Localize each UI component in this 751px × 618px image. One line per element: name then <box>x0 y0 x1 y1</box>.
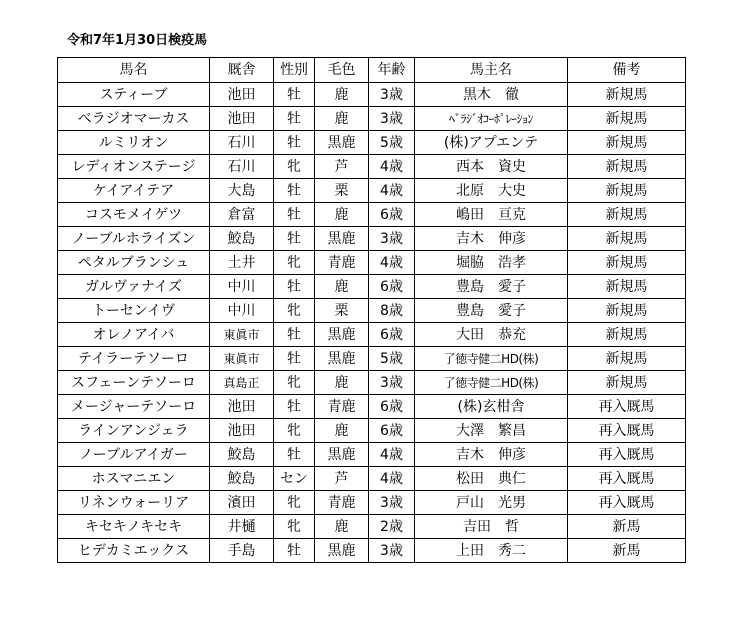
cell-horse-name: ルミリオン <box>58 131 210 155</box>
cell-coat-color: 鹿 <box>315 515 369 539</box>
table-row <box>58 299 686 323</box>
table-row <box>58 275 686 299</box>
cell-owner: 豊島 愛子 <box>415 299 568 323</box>
cell-owner: 西本 資史 <box>415 155 568 179</box>
cell-remarks: 再入厩馬 <box>568 443 686 467</box>
cell-stable: 石川 <box>210 155 274 179</box>
cell-stable: 池田 <box>210 419 274 443</box>
table-row <box>58 539 686 563</box>
cell-coat-color: 芦 <box>315 467 369 491</box>
cell-remarks: 再入厩馬 <box>568 491 686 515</box>
cell-sex: 牝 <box>274 419 315 443</box>
cell-owner: 松田 典仁 <box>415 467 568 491</box>
cell-sex: 牡 <box>274 203 315 227</box>
table-row <box>58 203 686 227</box>
table-row <box>58 419 686 443</box>
table-header-row <box>58 58 686 83</box>
cell-owner: 戸山 光男 <box>415 491 568 515</box>
column-header-age: 年齢 <box>369 58 415 83</box>
cell-sex: 牡 <box>274 443 315 467</box>
cell-sex: 牝 <box>274 491 315 515</box>
cell-stable: 石川 <box>210 131 274 155</box>
cell-sex: 牡 <box>274 179 315 203</box>
column-header-sex: 性別 <box>274 58 315 83</box>
cell-owner: ﾍﾞﾗｼﾞｵｺｰﾎﾟﾚｰｼｮﾝ <box>415 107 568 131</box>
cell-stable: 東眞市 <box>210 323 274 347</box>
cell-remarks: 新規馬 <box>568 371 686 395</box>
table-row <box>58 155 686 179</box>
cell-age: 5歳 <box>369 347 415 371</box>
cell-age: 6歳 <box>369 275 415 299</box>
cell-horse-name: スティーブ <box>58 83 210 107</box>
cell-owner: 吉木 伸彦 <box>415 443 568 467</box>
cell-remarks: 新規馬 <box>568 227 686 251</box>
cell-age: 4歳 <box>369 467 415 491</box>
cell-owner: 北原 大史 <box>415 179 568 203</box>
cell-owner: 吉田 哲 <box>415 515 568 539</box>
cell-sex: 牡 <box>274 275 315 299</box>
cell-remarks: 新規馬 <box>568 323 686 347</box>
table-row <box>58 323 686 347</box>
cell-remarks: 新規馬 <box>568 299 686 323</box>
cell-remarks: 新規馬 <box>568 275 686 299</box>
cell-owner: 了徳寺健二HD(株) <box>415 371 568 395</box>
cell-horse-name: ベラジオマーカス <box>58 107 210 131</box>
cell-owner: 大澤 繁昌 <box>415 419 568 443</box>
cell-owner: (株)アプエンテ <box>415 131 568 155</box>
cell-coat-color: 黒鹿 <box>315 227 369 251</box>
cell-horse-name: ホスマニエン <box>58 467 210 491</box>
cell-owner: 了徳寺健二HD(株) <box>415 347 568 371</box>
cell-stable: 池田 <box>210 395 274 419</box>
cell-owner: 大田 恭充 <box>415 323 568 347</box>
column-header-remarks: 備考 <box>568 58 686 83</box>
cell-stable: 東眞市 <box>210 347 274 371</box>
cell-stable: 井樋 <box>210 515 274 539</box>
cell-age: 4歳 <box>369 443 415 467</box>
cell-horse-name: スフェーンテソーロ <box>58 371 210 395</box>
cell-sex: 牡 <box>274 323 315 347</box>
cell-sex: 牡 <box>274 539 315 563</box>
cell-stable: 大島 <box>210 179 274 203</box>
cell-stable: 中川 <box>210 275 274 299</box>
cell-stable: 鮫島 <box>210 443 274 467</box>
cell-coat-color: 鹿 <box>315 371 369 395</box>
cell-remarks: 再入厩馬 <box>568 467 686 491</box>
cell-owner: 堀脇 浩孝 <box>415 251 568 275</box>
cell-remarks: 新馬 <box>568 515 686 539</box>
column-header-owner: 馬主名 <box>415 58 568 83</box>
cell-age: 3歳 <box>369 491 415 515</box>
cell-coat-color: 黒鹿 <box>315 347 369 371</box>
document-title: 令和7年1月30日検疫馬 <box>67 33 208 48</box>
cell-horse-name: オレノアイバ <box>58 323 210 347</box>
cell-sex: 牝 <box>274 371 315 395</box>
cell-age: 4歳 <box>369 179 415 203</box>
cell-stable: 鮫島 <box>210 467 274 491</box>
cell-age: 3歳 <box>369 107 415 131</box>
cell-horse-name: キセキノキセキ <box>58 515 210 539</box>
table-row <box>58 491 686 515</box>
cell-owner: 上田 秀二 <box>415 539 568 563</box>
cell-age: 5歳 <box>369 131 415 155</box>
cell-sex: 牝 <box>274 251 315 275</box>
cell-horse-name: レディオンステージ <box>58 155 210 179</box>
cell-owner: 嶋田 亘克 <box>415 203 568 227</box>
table-row <box>58 251 686 275</box>
cell-owner: 吉木 伸彦 <box>415 227 568 251</box>
cell-sex: 牝 <box>274 155 315 179</box>
column-header-coat-color: 毛色 <box>315 58 369 83</box>
cell-stable: 倉富 <box>210 203 274 227</box>
cell-coat-color: 鹿 <box>315 203 369 227</box>
cell-age: 2歳 <box>369 515 415 539</box>
cell-horse-name: ノーブルホライズン <box>58 227 210 251</box>
cell-owner: (株)玄柑舎 <box>415 395 568 419</box>
cell-sex: 牡 <box>274 395 315 419</box>
cell-remarks: 新規馬 <box>568 203 686 227</box>
cell-sex: 牡 <box>274 131 315 155</box>
cell-coat-color: 黒鹿 <box>315 539 369 563</box>
cell-stable: 鮫島 <box>210 227 274 251</box>
cell-coat-color: 鹿 <box>315 107 369 131</box>
cell-age: 4歳 <box>369 155 415 179</box>
cell-sex: セン <box>274 467 315 491</box>
table-row <box>58 131 686 155</box>
cell-remarks: 再入厩馬 <box>568 419 686 443</box>
cell-coat-color: 青鹿 <box>315 251 369 275</box>
cell-stable: 池田 <box>210 107 274 131</box>
cell-sex: 牡 <box>274 107 315 131</box>
cell-coat-color: 黒鹿 <box>315 323 369 347</box>
cell-age: 6歳 <box>369 395 415 419</box>
cell-remarks: 新馬 <box>568 539 686 563</box>
cell-remarks: 新規馬 <box>568 179 686 203</box>
cell-coat-color: 栗 <box>315 179 369 203</box>
column-header-stable: 厩舎 <box>210 58 274 83</box>
cell-coat-color: 芦 <box>315 155 369 179</box>
cell-age: 6歳 <box>369 419 415 443</box>
cell-coat-color: 鹿 <box>315 419 369 443</box>
cell-horse-name: リネンウォーリア <box>58 491 210 515</box>
cell-horse-name: ガルヴァナイズ <box>58 275 210 299</box>
cell-horse-name: トーセンイヴ <box>58 299 210 323</box>
cell-remarks: 再入厩馬 <box>568 395 686 419</box>
cell-age: 8歳 <box>369 299 415 323</box>
cell-horse-name: ケイアイテア <box>58 179 210 203</box>
cell-horse-name: テイラーテソーロ <box>58 347 210 371</box>
cell-remarks: 新規馬 <box>568 83 686 107</box>
table-row <box>58 371 686 395</box>
cell-stable: 真島正 <box>210 371 274 395</box>
cell-horse-name: ヒデカミエックス <box>58 539 210 563</box>
cell-stable: 土井 <box>210 251 274 275</box>
cell-sex: 牝 <box>274 299 315 323</box>
table-body <box>58 83 686 563</box>
table-row <box>58 347 686 371</box>
cell-coat-color: 黒鹿 <box>315 443 369 467</box>
cell-age: 4歳 <box>369 251 415 275</box>
cell-stable: 濱田 <box>210 491 274 515</box>
table-row <box>58 443 686 467</box>
table-row <box>58 515 686 539</box>
cell-stable: 中川 <box>210 299 274 323</box>
cell-age: 6歳 <box>369 323 415 347</box>
table-row <box>58 107 686 131</box>
cell-age: 3歳 <box>369 227 415 251</box>
cell-coat-color: 栗 <box>315 299 369 323</box>
cell-stable: 手島 <box>210 539 274 563</box>
table-row <box>58 227 686 251</box>
cell-remarks: 新規馬 <box>568 131 686 155</box>
cell-remarks: 新規馬 <box>568 251 686 275</box>
quarantine-horse-table <box>57 57 686 563</box>
cell-stable: 池田 <box>210 83 274 107</box>
cell-sex: 牡 <box>274 347 315 371</box>
table-row <box>58 179 686 203</box>
cell-sex: 牝 <box>274 515 315 539</box>
cell-coat-color: 黒鹿 <box>315 131 369 155</box>
cell-coat-color: 鹿 <box>315 275 369 299</box>
cell-horse-name: ラインアンジェラ <box>58 419 210 443</box>
cell-remarks: 新規馬 <box>568 107 686 131</box>
cell-coat-color: 青鹿 <box>315 491 369 515</box>
table-row <box>58 83 686 107</box>
cell-owner: 黒木 徹 <box>415 83 568 107</box>
column-header-horse-name: 馬名 <box>58 58 210 83</box>
cell-age: 3歳 <box>369 83 415 107</box>
cell-coat-color: 青鹿 <box>315 395 369 419</box>
cell-owner: 豊島 愛子 <box>415 275 568 299</box>
cell-coat-color: 鹿 <box>315 83 369 107</box>
cell-age: 3歳 <box>369 371 415 395</box>
cell-horse-name: コスモメイゲツ <box>58 203 210 227</box>
cell-age: 6歳 <box>369 203 415 227</box>
cell-age: 3歳 <box>369 539 415 563</box>
cell-horse-name: メージャーテソーロ <box>58 395 210 419</box>
table-row <box>58 467 686 491</box>
table-row <box>58 395 686 419</box>
cell-horse-name: ペタルブランシュ <box>58 251 210 275</box>
cell-horse-name: ノーブルアイガー <box>58 443 210 467</box>
cell-remarks: 新規馬 <box>568 155 686 179</box>
cell-sex: 牡 <box>274 227 315 251</box>
cell-sex: 牡 <box>274 83 315 107</box>
cell-remarks: 新規馬 <box>568 347 686 371</box>
